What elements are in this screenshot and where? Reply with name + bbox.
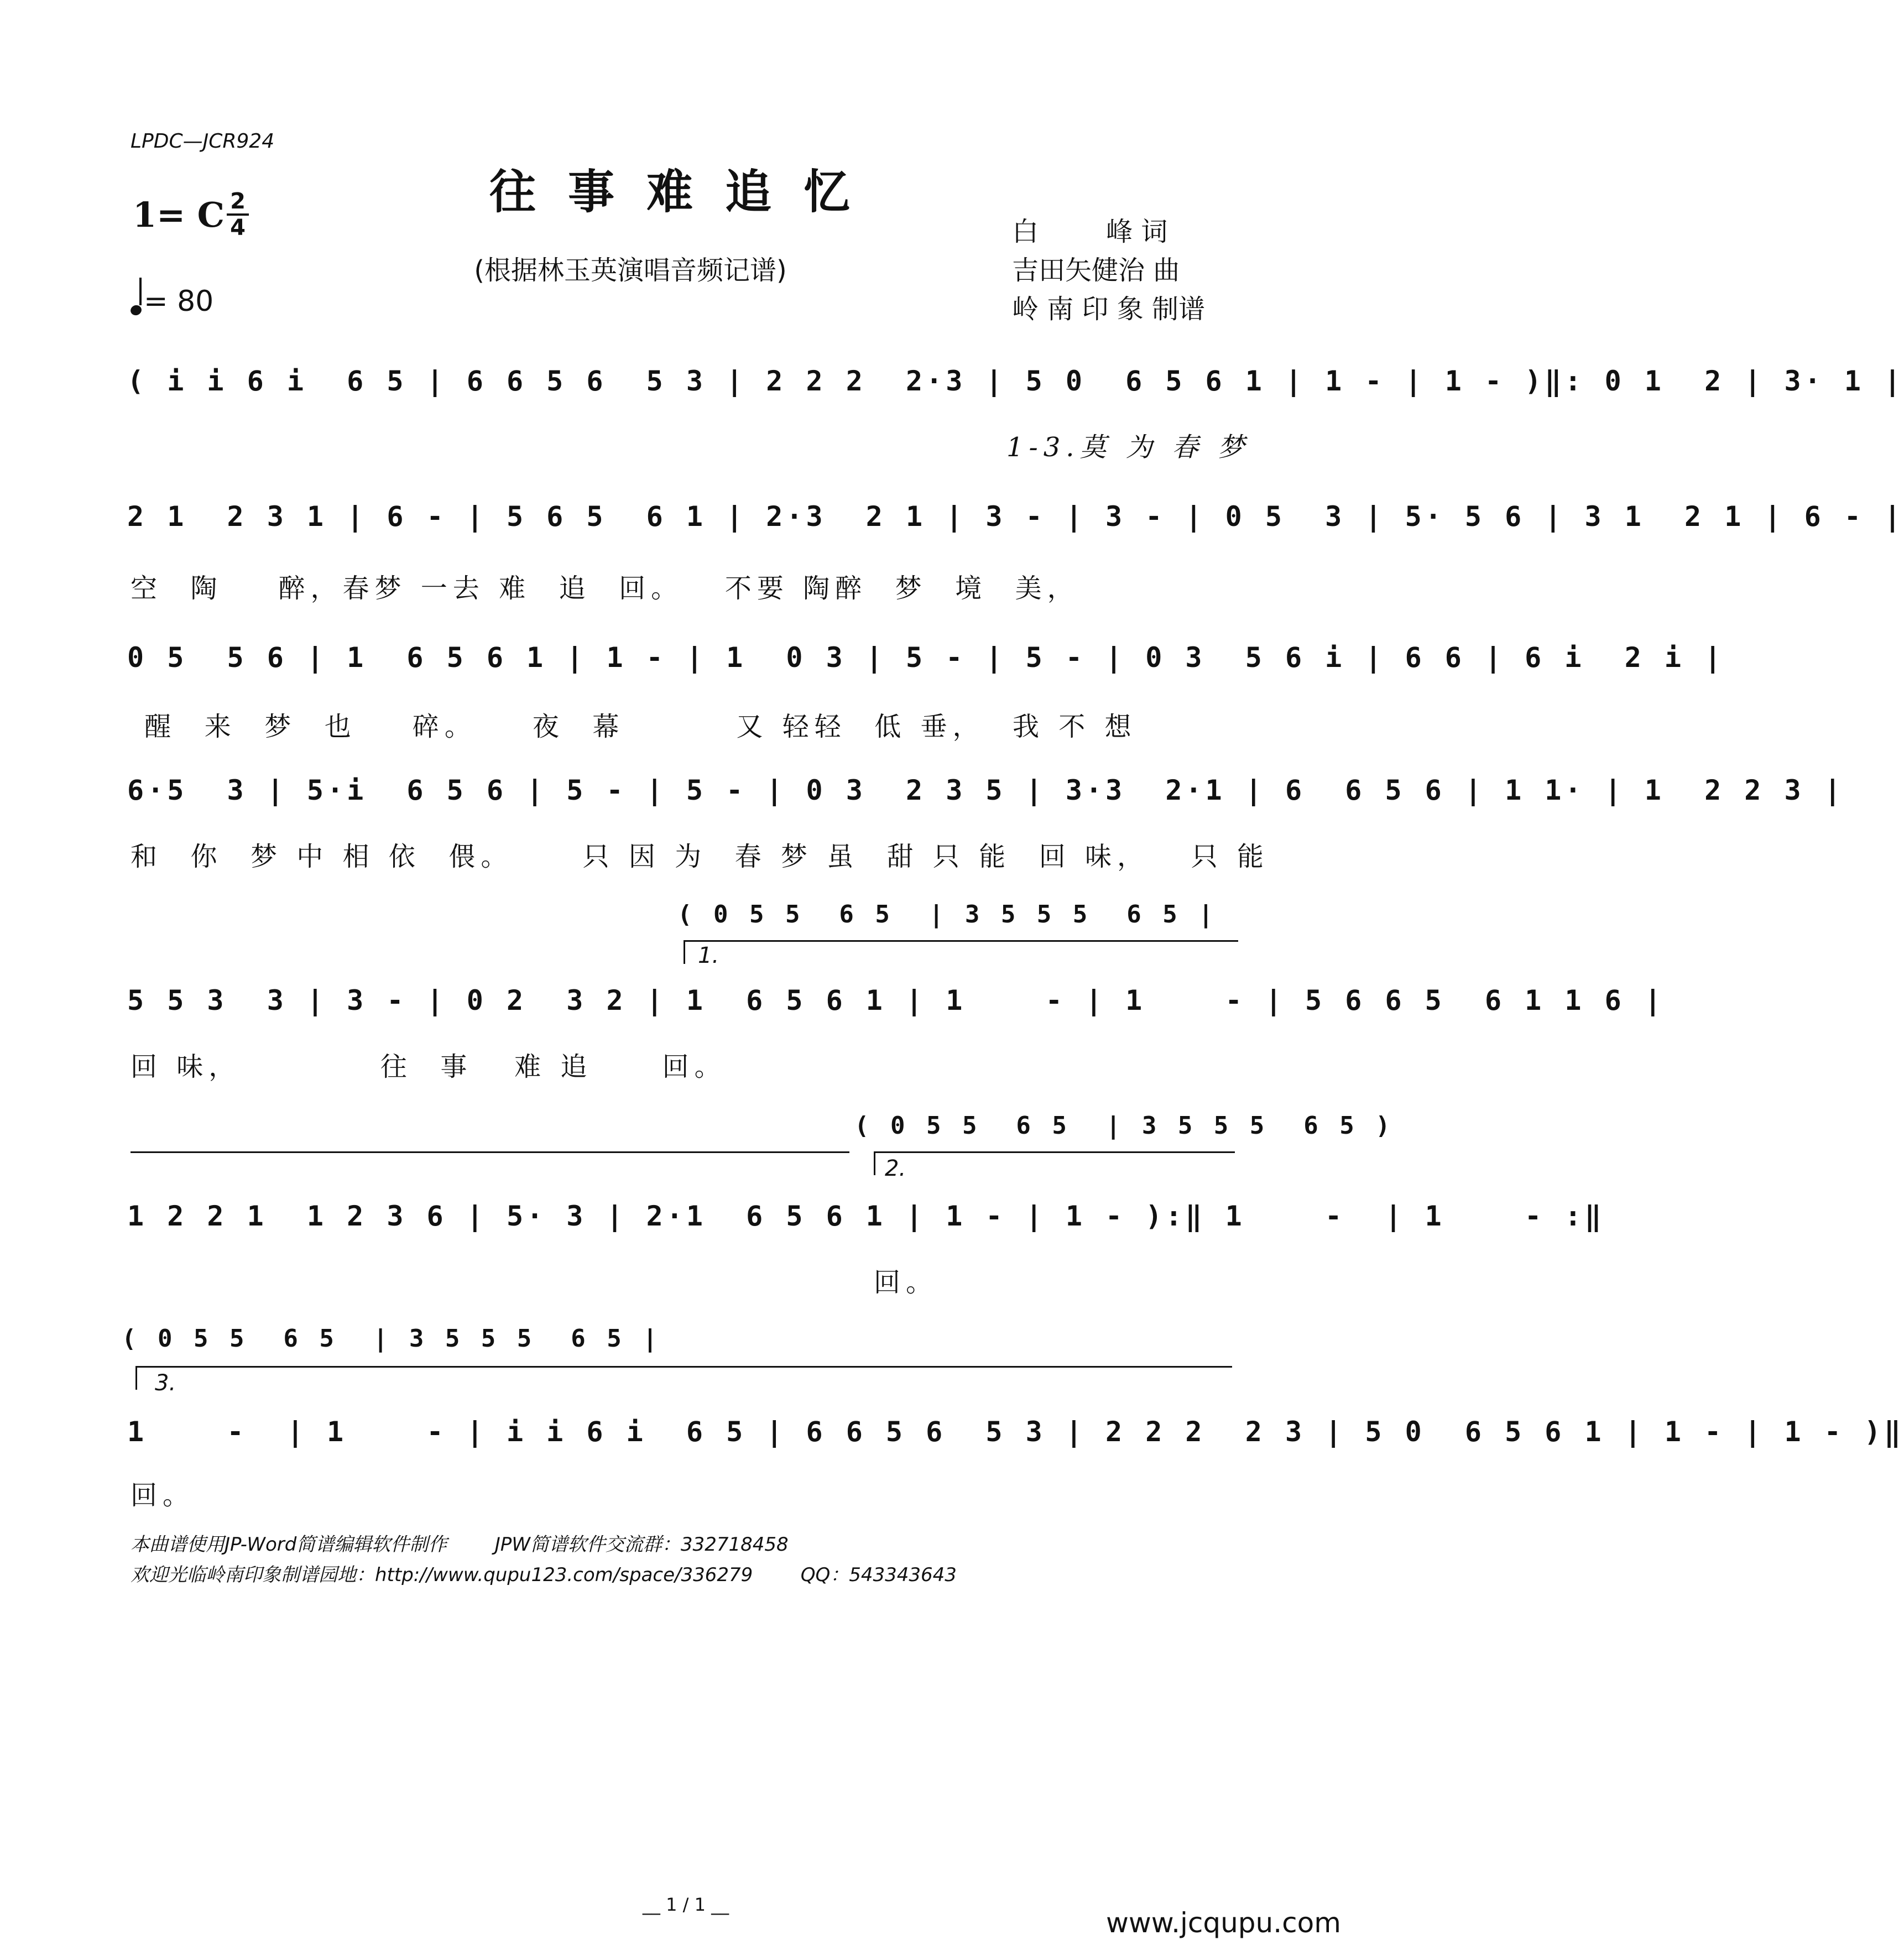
time-signature: [227, 190, 249, 239]
lyric-line-6: 回。: [874, 1267, 938, 1298]
fill-in-1: ( 0 5 5 6 5 | 3 5 5 5 6 5 |: [677, 900, 1217, 929]
key-signature: 1= C: [133, 195, 225, 235]
watermark: www.jcqupu.com: [1106, 1907, 1341, 1939]
volta-continuation-line: [131, 1151, 849, 1153]
subtitle: (根据林玉英演唱音频记谱): [474, 255, 787, 286]
page-number: __ 1 / 1 __: [642, 1894, 729, 1915]
meter-top: 2: [230, 189, 246, 214]
footer-website-note: 欢迎光临岭南印象制谱园地：http://www.qupu123.com/space/336279 QQ：543343643: [131, 1564, 957, 1586]
score-code: LPDC—JCR924: [131, 130, 275, 153]
volta-label-1: 1.: [698, 943, 719, 968]
tempo-marking: [131, 283, 213, 318]
score-line-7: 1 - | 1 - | i i 6 i 6 5 | 6 6 5 6 5 3 | 2 2 2 2 3 | 5 0 6 5 6 1 | 1 - | 1 - )‖: [127, 1416, 1904, 1448]
tempo-value: = 80: [144, 285, 214, 318]
volta-bracket-2: [874, 1151, 1235, 1175]
lyricist-credit: 白 峰 词: [1012, 216, 1168, 247]
footer-software-note: 本曲谱使用JP-Word简谱编辑软件制作 JPW简谱软件交流群：332718458: [131, 1534, 789, 1556]
composer-credit: 吉田矢健治 曲: [1012, 255, 1180, 286]
volta-label-2: 2.: [885, 1156, 906, 1181]
page-title: 往事难追忆: [489, 164, 882, 219]
quarter-note-icon: [129, 304, 143, 317]
meter-bottom: 4: [230, 215, 246, 241]
volta-bracket-1: [684, 940, 1238, 964]
volta-label-3: 3.: [155, 1370, 176, 1396]
lyric-line-5: 回 味， 往 事 难 追 回。: [131, 1051, 727, 1082]
lyric-line-4: 和 你 梦 中 相 依 偎。 只 因 为 春 梦 虽 甜 只 能 回 味， 只 能: [131, 841, 1269, 872]
score-line-2: 2 1 2 3 1 | 6 - | 5 6 5 6 1 | 2·3 2 1 | 3 - | 3 - | 0 5 3 | 5· 5 6 | 3 1 2 1 | 6 - |: [127, 500, 1904, 533]
score-line-6: 1 2 2 1 1 2 3 6 | 5· 3 | 2·1 6 5 6 1 | 1 - | 1 - ):‖ 1 - | 1 - :‖: [127, 1200, 1605, 1232]
fill-in-3: ( 0 5 5 6 5 | 3 5 5 5 6 5 |: [122, 1324, 661, 1353]
fill-in-2: ( 0 5 5 6 5 | 3 5 5 5 6 5 ): [854, 1112, 1394, 1140]
volta-bracket-3: [135, 1366, 1232, 1390]
lyric-line-7: 回。: [131, 1480, 195, 1511]
score-line-1: ( i i 6 i 6 5 | 6 6 5 6 5 3 | 2 2 2 2·3 | 5 0 6 5 6 1 | 1 - | 1 - )‖: 0 1 2 | 3· 1 |: [127, 365, 1904, 397]
lyric-line-1: 1-3.莫 为 春 梦: [1006, 432, 1250, 463]
score-line-5: 5 5 3 3 | 3 - | 0 2 3 2 | 1 6 5 6 1 | 1 - | 1 - | 5 6 6 5 6 1 1 6 |: [127, 984, 1665, 1016]
note-stem-icon: [139, 278, 142, 305]
lyric-line-2: 空 陶 醉，春梦 一去 难 追 回。 不要 陶醉 梦 境 美，: [131, 573, 1079, 604]
arranger-credit: 岭 南 印 象 制谱: [1012, 294, 1206, 325]
score-line-3: 0 5 5 6 | 1 6 5 6 1 | 1 - | 1 0 3 | 5 - | 5 - | 0 3 5 6 i | 6 6 | 6 i 2 i |: [127, 642, 1725, 674]
lyric-line-3: 醒 来 梦 也 碎。 夜 幕 又 轻轻 低 垂， 我 不 想: [131, 711, 1137, 742]
score-line-4: 6·5 3 | 5·i 6 5 6 | 5 - | 5 - | 0 3 2 3 5 | 3·3 2·1 | 6 6 5 6 | 1 1· | 1 2 2 3 |: [127, 774, 1844, 806]
